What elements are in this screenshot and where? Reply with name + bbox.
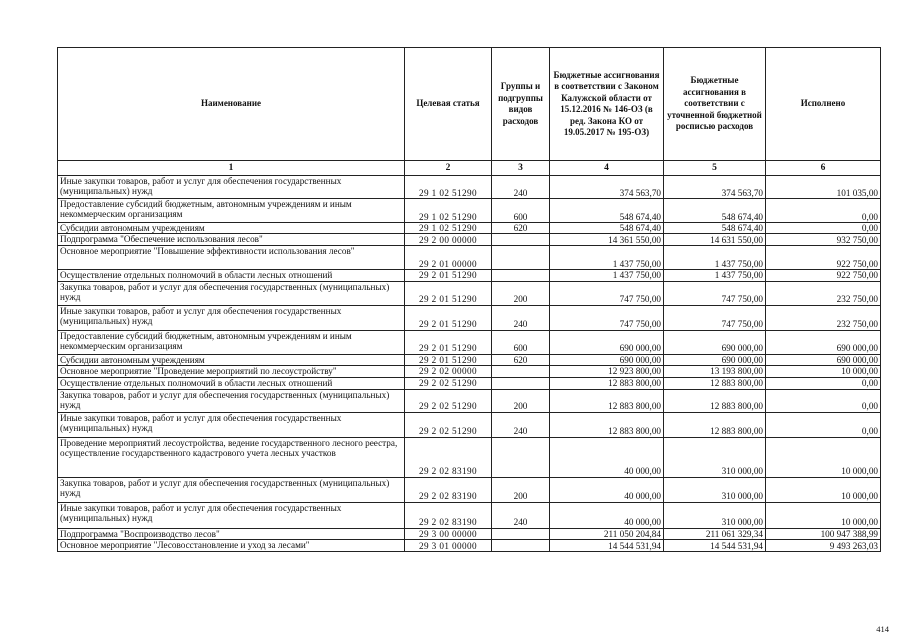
- header-budget-refined: Бюджетные ассигнования в соответствии с уточненной бюджетной росписью расходов: [664, 48, 766, 161]
- row-executed: 690 000,00: [766, 330, 881, 354]
- row-expense-group: 600: [492, 199, 550, 223]
- table-row: [58, 412, 881, 437]
- row-expense-group: 620: [492, 354, 550, 365]
- header-row: [58, 48, 881, 161]
- row-expense-group: 240: [492, 412, 550, 437]
- row-target-article: 29 1 02 51290: [405, 223, 492, 234]
- row-budget-law: 12 883 800,00: [550, 412, 664, 437]
- row-name: Иные закупки товаров, работ и услуг для обеспечения государственных (муниципальных) нужд: [58, 502, 405, 528]
- row-budget-refined: 548 674,40: [664, 199, 766, 223]
- row-target-article: 29 2 01 00000: [405, 246, 492, 270]
- row-expense-group: [492, 234, 550, 246]
- row-name: Основное мероприятие "Проведение мероприятий по лесоустройству": [58, 366, 405, 377]
- row-name: Осуществление отдельных полномочий в области лесных отношений: [58, 270, 405, 281]
- table-row: [58, 377, 881, 389]
- row-executed: 0,00: [766, 199, 881, 223]
- row-budget-refined: 690 000,00: [664, 330, 766, 354]
- row-budget-law: 12 923 800,00: [550, 366, 664, 377]
- row-budget-refined: 747 750,00: [664, 305, 766, 330]
- row-budget-refined: 747 750,00: [664, 281, 766, 305]
- row-budget-law: 14 361 550,00: [550, 234, 664, 246]
- row-name: Подпрограмма "Обеспечение использования лесов": [58, 234, 405, 246]
- column-number: 1: [58, 161, 405, 176]
- row-expense-group: [492, 270, 550, 281]
- row-executed: 232 750,00: [766, 305, 881, 330]
- row-target-article: 29 2 02 83190: [405, 477, 492, 502]
- row-expense-group: [492, 540, 550, 552]
- row-target-article: 29 2 02 51290: [405, 412, 492, 437]
- row-budget-law: 374 563,70: [550, 176, 664, 199]
- table-row: [58, 354, 881, 365]
- row-expense-group: [492, 528, 550, 539]
- row-budget-refined: 310 000,00: [664, 477, 766, 502]
- table-row: [58, 477, 881, 502]
- row-expense-group: 240: [492, 502, 550, 528]
- row-target-article: 29 2 02 83190: [405, 502, 492, 528]
- row-target-article: 29 1 02 51290: [405, 176, 492, 199]
- row-budget-law: 14 544 531,94: [550, 540, 664, 552]
- row-budget-refined: 1 437 750,00: [664, 246, 766, 270]
- table-row: [58, 176, 881, 199]
- row-budget-refined: 1 437 750,00: [664, 270, 766, 281]
- row-budget-refined: 310 000,00: [664, 437, 766, 477]
- row-budget-law: 690 000,00: [550, 354, 664, 365]
- column-number: 3: [492, 161, 550, 176]
- row-executed: 10 000,00: [766, 366, 881, 377]
- row-expense-group: 240: [492, 305, 550, 330]
- row-expense-group: [492, 366, 550, 377]
- row-expense-group: [492, 377, 550, 389]
- row-budget-law: 548 674,40: [550, 223, 664, 234]
- row-name: Проведение мероприятий лесоустройства, ведение государственного лесного реестра, осуществление государственного кадастрового учета лесных участков: [58, 437, 405, 477]
- row-budget-refined: 14 544 531,94: [664, 540, 766, 552]
- table-row: [58, 223, 881, 234]
- row-name: Иные закупки товаров, работ и услуг для обеспечения государственных (муниципальных) нужд: [58, 176, 405, 199]
- table-row: [58, 246, 881, 270]
- row-target-article: 29 2 00 00000: [405, 234, 492, 246]
- header-budget-law: Бюджетные ассигнования в соответствии с Законом Калужской области от 15.12.2016 № 146-ОЗ (в ред. Закона КО от 19.05.2017 № 195-ОЗ): [550, 48, 664, 161]
- row-executed: 10 000,00: [766, 477, 881, 502]
- row-expense-group: 200: [492, 477, 550, 502]
- row-target-article: 29 2 02 83190: [405, 437, 492, 477]
- row-budget-law: 690 000,00: [550, 330, 664, 354]
- row-budget-refined: 12 883 800,00: [664, 389, 766, 412]
- row-name: Предоставление субсидий бюджетным, автономным учреждениям и иным некоммерческим организациям: [58, 199, 405, 223]
- budget-table-sheet: [57, 47, 880, 552]
- row-executed: 922 750,00: [766, 246, 881, 270]
- row-name: Предоставление субсидий бюджетным, автономным учреждениям и иным некоммерческим организациям: [58, 330, 405, 354]
- row-expense-group: [492, 437, 550, 477]
- header-executed: Исполнено: [766, 48, 881, 161]
- row-name: Иные закупки товаров, работ и услуг для обеспечения государственных (муниципальных) нужд: [58, 305, 405, 330]
- row-name: Основное мероприятие "Лесовосстановление и уход за лесами": [58, 540, 405, 552]
- row-budget-refined: 548 674,40: [664, 223, 766, 234]
- row-executed: 10 000,00: [766, 502, 881, 528]
- row-expense-group: 620: [492, 223, 550, 234]
- row-budget-law: 1 437 750,00: [550, 270, 664, 281]
- row-name: Закупка товаров, работ и услуг для обеспечения государственных (муниципальных) нужд: [58, 281, 405, 305]
- row-budget-law: 747 750,00: [550, 305, 664, 330]
- table-row: [58, 234, 881, 246]
- row-budget-law: 40 000,00: [550, 477, 664, 502]
- row-budget-law: 1 437 750,00: [550, 246, 664, 270]
- row-expense-group: 200: [492, 281, 550, 305]
- row-name: Основное мероприятие "Повышение эффективности использования лесов": [58, 246, 405, 270]
- table-row: [58, 199, 881, 223]
- row-target-article: 29 3 00 00000: [405, 528, 492, 539]
- row-name: Закупка товаров, работ и услуг для обеспечения государственных (муниципальных) нужд: [58, 389, 405, 412]
- row-executed: 922 750,00: [766, 270, 881, 281]
- row-target-article: 29 2 02 51290: [405, 377, 492, 389]
- row-target-article: 29 2 02 51290: [405, 389, 492, 412]
- row-budget-law: 12 883 800,00: [550, 377, 664, 389]
- row-expense-group: 200: [492, 389, 550, 412]
- row-name: Иные закупки товаров, работ и услуг для обеспечения государственных (муниципальных) нужд: [58, 412, 405, 437]
- row-executed: 690 000,00: [766, 354, 881, 365]
- header-groups: Группы и подгруппы видов расходов: [492, 48, 550, 161]
- budget-execution-table: [57, 47, 881, 552]
- header-target-article: Целевая статья: [405, 48, 492, 161]
- column-number: 4: [550, 161, 664, 176]
- row-executed: 101 035,00: [766, 176, 881, 199]
- row-budget-refined: 12 883 800,00: [664, 412, 766, 437]
- table-row: [58, 437, 881, 477]
- column-number: 6: [766, 161, 881, 176]
- table-row: [58, 502, 881, 528]
- row-executed: 0,00: [766, 412, 881, 437]
- row-budget-law: 40 000,00: [550, 502, 664, 528]
- row-name: Осуществление отдельных полномочий в области лесных отношений: [58, 377, 405, 389]
- row-executed: 9 493 263,03: [766, 540, 881, 552]
- row-budget-law: 747 750,00: [550, 281, 664, 305]
- row-budget-refined: 374 563,70: [664, 176, 766, 199]
- row-budget-refined: 14 631 550,00: [664, 234, 766, 246]
- row-target-article: 29 2 01 51290: [405, 354, 492, 365]
- row-name: Закупка товаров, работ и услуг для обеспечения государственных (муниципальных) нужд: [58, 477, 405, 502]
- table-row: [58, 330, 881, 354]
- table-row: [58, 281, 881, 305]
- row-executed: 0,00: [766, 389, 881, 412]
- row-budget-law: 12 883 800,00: [550, 389, 664, 412]
- row-target-article: 29 1 02 51290: [405, 199, 492, 223]
- table-row: [58, 305, 881, 330]
- row-expense-group: [492, 246, 550, 270]
- row-budget-refined: 211 061 329,34: [664, 528, 766, 539]
- row-target-article: 29 2 01 51290: [405, 305, 492, 330]
- row-target-article: 29 3 01 00000: [405, 540, 492, 552]
- row-target-article: 29 2 01 51290: [405, 330, 492, 354]
- row-executed: 932 750,00: [766, 234, 881, 246]
- table-row: [58, 540, 881, 552]
- column-number-row: [58, 161, 881, 176]
- page-number: 414: [876, 624, 889, 634]
- row-name: Субсидии автономным учреждениям: [58, 354, 405, 365]
- table-row: [58, 389, 881, 412]
- row-name: Подпрограмма "Воспроизводство лесов": [58, 528, 405, 539]
- row-expense-group: 240: [492, 176, 550, 199]
- header-name: Наименование: [58, 48, 405, 161]
- table-row: [58, 366, 881, 377]
- row-budget-law: 548 674,40: [550, 199, 664, 223]
- row-target-article: 29 2 02 00000: [405, 366, 492, 377]
- row-expense-group: 600: [492, 330, 550, 354]
- row-executed: 232 750,00: [766, 281, 881, 305]
- row-budget-refined: 690 000,00: [664, 354, 766, 365]
- row-target-article: 29 2 01 51290: [405, 281, 492, 305]
- row-name: Субсидии автономным учреждениям: [58, 223, 405, 234]
- column-number: 5: [664, 161, 766, 176]
- row-executed: 10 000,00: [766, 437, 881, 477]
- row-budget-refined: 13 193 800,00: [664, 366, 766, 377]
- row-budget-refined: 310 000,00: [664, 502, 766, 528]
- row-budget-refined: 12 883 800,00: [664, 377, 766, 389]
- table-body: [58, 176, 881, 552]
- row-target-article: 29 2 01 51290: [405, 270, 492, 281]
- row-budget-law: 211 050 204,84: [550, 528, 664, 539]
- row-executed: 100 947 388,99: [766, 528, 881, 539]
- column-number: 2: [405, 161, 492, 176]
- table-row: [58, 270, 881, 281]
- row-executed: 0,00: [766, 377, 881, 389]
- table-row: [58, 528, 881, 539]
- row-budget-law: 40 000,00: [550, 437, 664, 477]
- row-executed: 0,00: [766, 223, 881, 234]
